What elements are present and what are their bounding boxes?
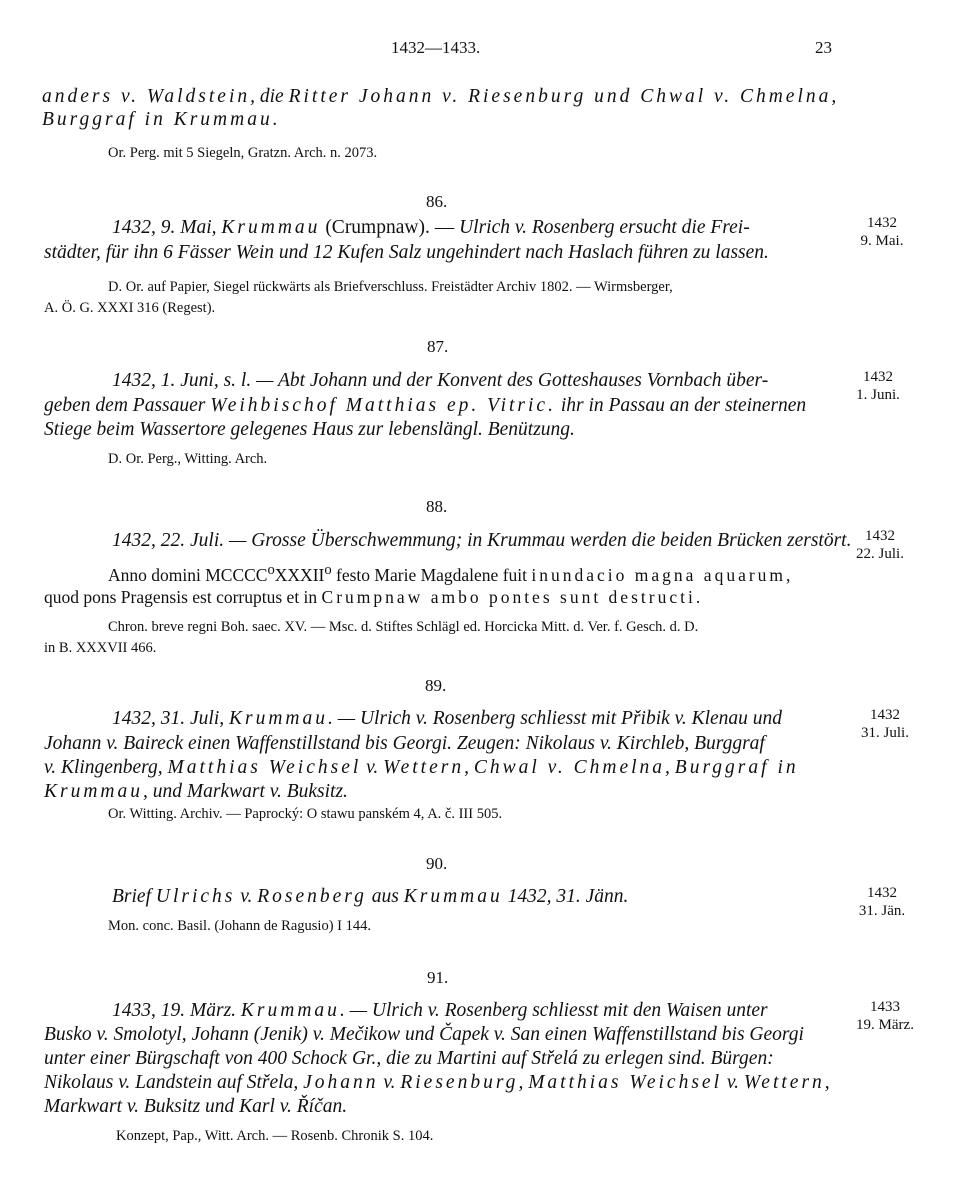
entry-90-number: 90. <box>426 854 448 873</box>
entry-87-line-3: Stiege beim Wassertore gelegenes Haus zur lebenslängl. Benützung. <box>44 419 575 440</box>
entry-91-line-3: unter einer Bürgschaft von 400 Schock Gr., die zu Martini auf Střelá zu erlegen sind. Bürgen: <box>44 1048 774 1069</box>
entry-91-number: 91. <box>427 968 449 987</box>
entry-89-line-4: Krummau, und Markwart v. Buksitz. <box>44 781 348 802</box>
entry-89-line-2: Johann v. Baireck einen Waffenstillstand bis Georgi. Zeugen: Nikolaus v. Kirchleb, Burggraf <box>44 733 765 754</box>
entry-87-margin-date: 1432 1. Juni. <box>856 369 900 403</box>
entry-91-line-5: Markwart v. Buksitz und Karl v. Říčan. <box>44 1096 348 1117</box>
entry-88-line-2: Anno domini MCCCC$^o$XXXII$^o$ festo Marie Magdalene fuit inundacio magna aquarum, <box>108 562 791 585</box>
entry-88-number: 88. <box>426 497 448 516</box>
entry-90-margin-date: 1432 31. Jän. <box>858 885 906 919</box>
entry-87-line-2: geben dem Passauer Weihbischof Matthias ep. Vitric. ihr in Passau an der steinernen <box>44 395 807 416</box>
running-header-years: 1432—1433. <box>391 38 481 57</box>
entry-86-line-1: 1432, 9. Mai, Krummau (Crumpnaw). — Ulrich v. Rosenberg ersucht die Frei- <box>112 217 750 238</box>
entry-90-line-1: Brief Ulrichs v. Rosenberg aus Krummau 1432, 31. Jänn. <box>112 886 629 907</box>
entry-91-line-4: Nikolaus v. Landstein auf Střela, Johann v. Riesenburg, Matthias Weichsel v. Wettern, <box>44 1072 830 1093</box>
entry-88-source-2: in B. XXXVII 466. <box>44 640 157 656</box>
entry-89-source: Or. Witting. Archiv. — Paprocký: O stawu panském 4, A. č. III 505. <box>108 806 503 822</box>
entry-91-line-1: 1433, 19. März. Krummau. — Ulrich v. Rosenberg schliesst mit den Waisen unter <box>112 1000 768 1021</box>
entry-91-line-2: Busko v. Smolotyl, Johann (Jenik) v. Mečikow und Čapek v. San einen Waffenstillstand bis Georgi <box>44 1024 804 1045</box>
intro-line-2: Burggraf in Krummau. <box>42 109 278 130</box>
entry-86-number: 86. <box>426 192 448 211</box>
intro-source: Or. Perg. mit 5 Siegeln, Gratzn. Arch. n. 2073. <box>108 145 378 161</box>
entry-88-margin-date: 1432 22. Juli. <box>856 528 904 562</box>
entry-91-source: Konzept, Pap., Witt. Arch. — Rosenb. Chronik S. 104. <box>116 1128 434 1144</box>
entry-86-line-2: städter, für ihn 6 Fässer Wein und 12 Kufen Salz ungehindert nach Haslach führen zu lassen. <box>44 242 769 263</box>
entry-88-line-3: quod pons Pragensis est corruptus et in Crumpnaw ambo pontes sunt destructi. <box>44 587 701 607</box>
entry-89-line-1: 1432, 31. Juli, Krummau. — Ulrich v. Rosenberg schliesst mit Přibik v. Klenau und <box>112 708 783 729</box>
entry-87-line-1: 1432, 1. Juni, s. l. — Abt Johann und der Konvent des Gotteshauses Vornbach über- <box>112 370 769 391</box>
page-number: 23 <box>815 38 832 57</box>
entry-86-source-2: A. Ö. G. XXXI 316 (Regest). <box>44 300 216 316</box>
entry-86-source-1: D. Or. auf Papier, Siegel rückwärts als Briefverschluss. Freistädter Archiv 1802. — Wirmsberger, <box>108 279 673 295</box>
entry-90-source: Mon. conc. Basil. (Johann de Ragusio) I 144. <box>108 918 371 934</box>
entry-89-number: 89. <box>425 676 447 695</box>
entry-87-source: D. Or. Perg., Witting. Arch. <box>108 451 268 467</box>
entry-91-margin-date: 1433 19. März. <box>856 999 914 1033</box>
entry-89-line-3: v. Klingenberg, Matthias Weichsel v. Wettern, Chwal v. Chmelna, Burggraf in <box>44 757 799 778</box>
intro-line-1: anders v. Waldstein, die Ritter Johann v. Riesenburg und Chwal v. Chmelna, <box>42 86 837 107</box>
entry-89-margin-date: 1432 31. Juli. <box>861 707 909 741</box>
entry-86-margin-date: 1432 9. Mai. <box>860 215 904 249</box>
entry-87-number: 87. <box>427 337 449 356</box>
entry-88-line-1: 1432, 22. Juli. — Grosse Überschwemmung; in Krummau werden die beiden Brücken zerstört. <box>112 530 852 551</box>
entry-88-source-1: Chron. breve regni Boh. saec. XV. — Msc. d. Stiftes Schlägl ed. Horcicka Mitt. d. Ver. f. Gesch. d. D. <box>108 619 699 635</box>
